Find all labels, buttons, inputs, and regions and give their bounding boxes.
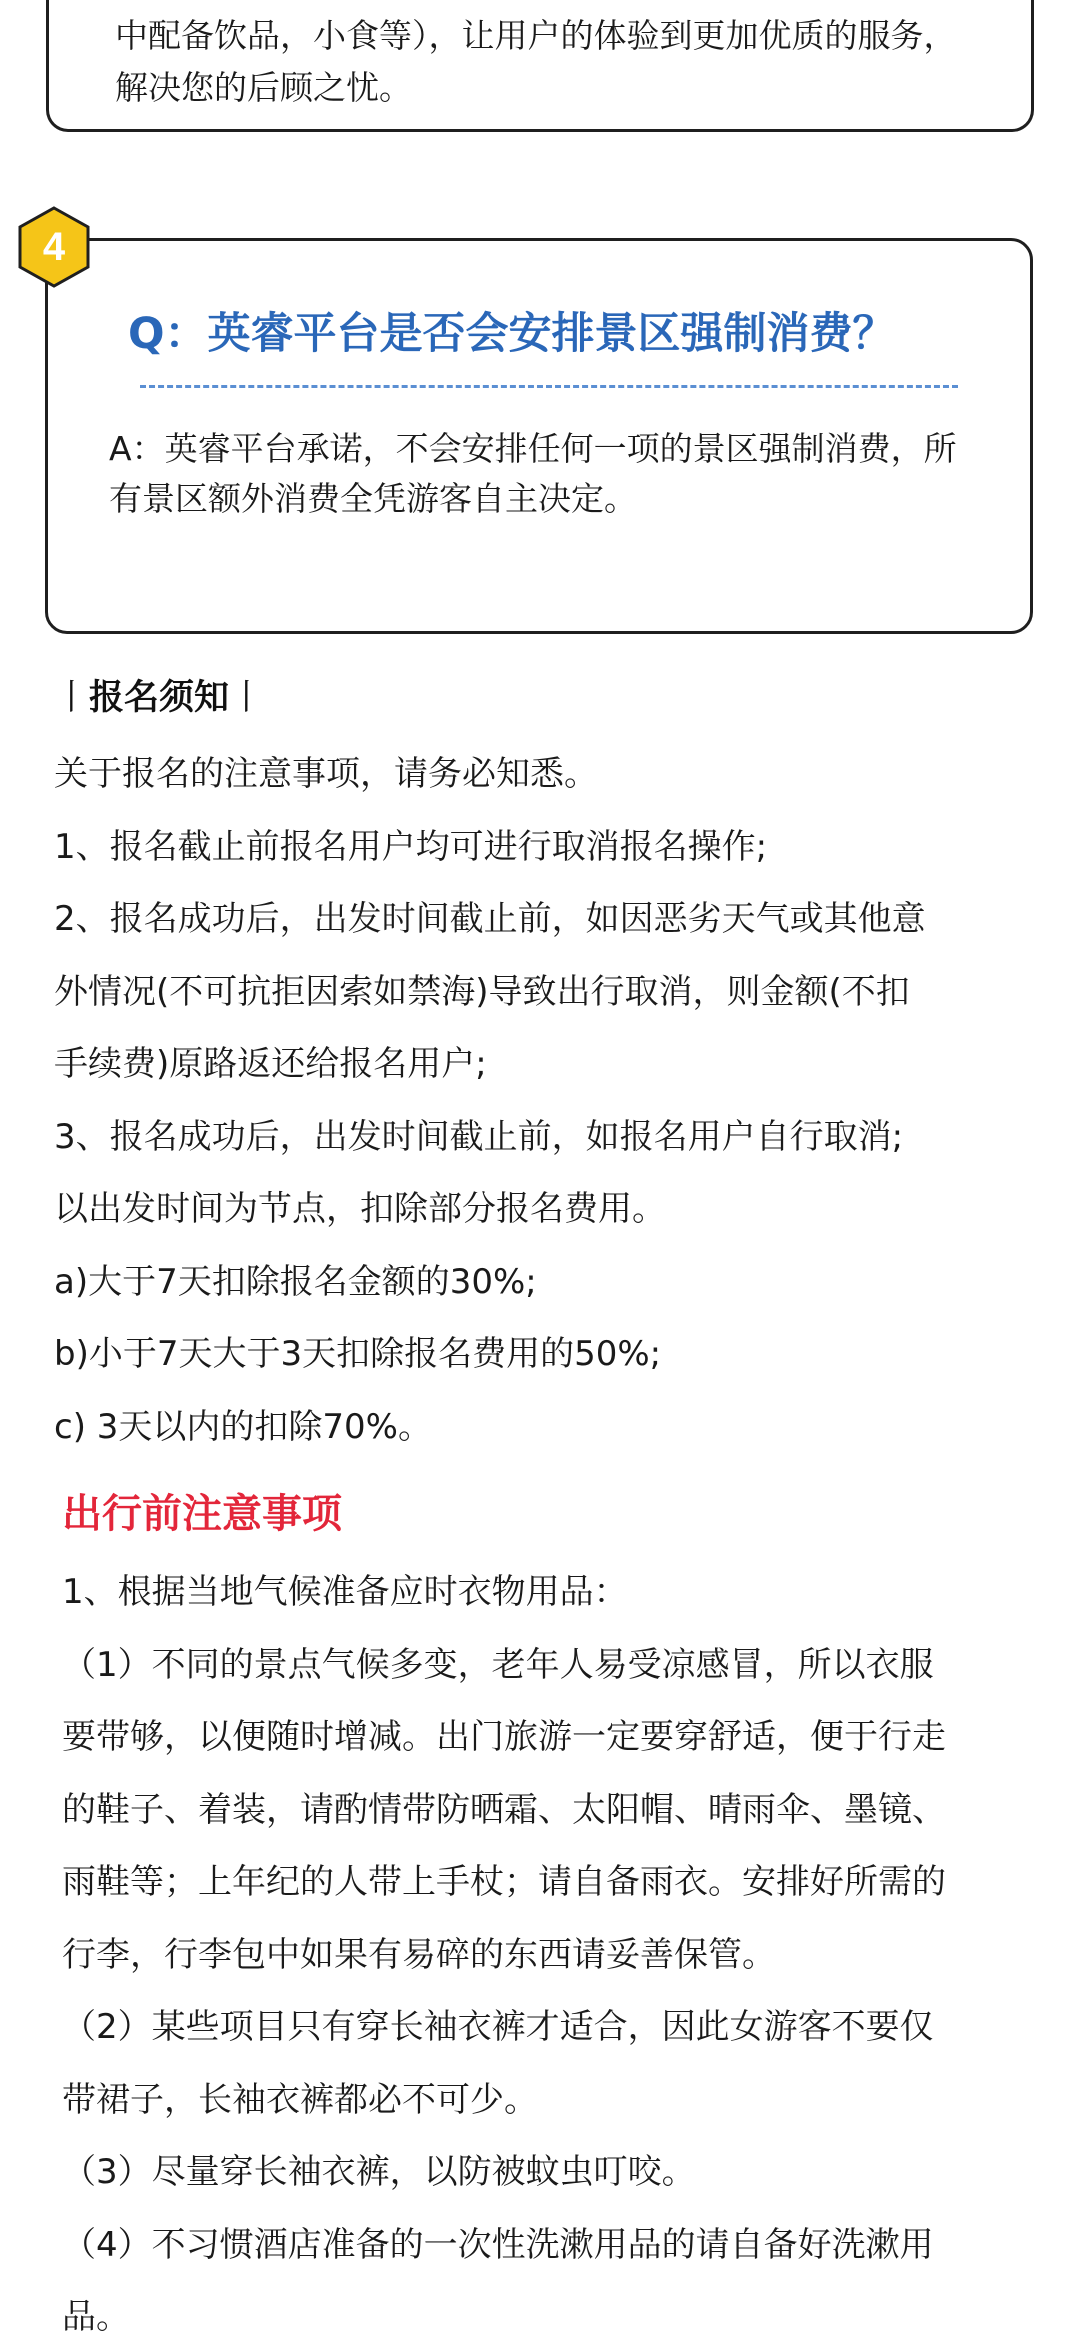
prep-line: 品。 (62, 2297, 130, 2337)
signup-notes (54, 738, 1044, 1463)
prep-line: 要带够，以便随时增减。出门旅游一定要穿舒适，便于行走 (62, 1717, 946, 1757)
prep-line: 带裙子，长袖衣裤都必不可少。 (62, 2079, 538, 2120)
faq-3-answer-line: 中配备饮品，小食等），让用户的体验到更加优质的服务， (115, 16, 957, 55)
notes-line: 关于报名的注意事项，请务必知悉。 (54, 754, 598, 794)
prep-line: （2）某些项目只有穿长袖衣裤才适合，因此女游客不要仅 (62, 2007, 934, 2047)
prep-line: （3）尽量穿长袖衣裤，以防被蚊虫叮咬。 (62, 2152, 696, 2192)
faq-4-question: Q：英睿平台是否会安排景区强制消费？ (128, 309, 896, 359)
prep-line: 1、根据当地气候准备应时衣物用品： (62, 1572, 628, 1612)
prep-line: 行李，行李包中如果有易碎的东西请妥善保管。 (62, 1934, 776, 1975)
faq-4-answer-line: 有景区额外消费全凭游客自主决定。 (109, 479, 637, 518)
notes-line: a)大于7天扣除报名金额的30%; (54, 1261, 537, 1302)
faq-card-3 (46, 0, 1034, 132)
prep-line: （4）不习惯酒店准备的一次性洗漱用品的请自备好洗漱用 (62, 2224, 934, 2265)
heading-bar-left: 丨 (54, 678, 90, 718)
prep-line: 的鞋子、着装，请酌情带防晒霜、太阳帽、晴雨伞、墨镜、 (62, 1789, 946, 1830)
faq-3-answer-line: 解决您的后顾之忧。 (115, 68, 412, 107)
faq-3-answer (115, 10, 995, 114)
prep-heading: 出行前注意事项 (62, 1491, 342, 1537)
signup-heading-text: 报名须知 (89, 678, 230, 718)
prep-line: 雨鞋等；上年纪的人带上手杖；请自备雨衣。安排好所需的 (62, 1862, 946, 1902)
number-badge (17, 205, 91, 289)
badge-number: 4 (42, 224, 66, 269)
prep-notes (62, 1556, 1028, 2343)
signup-heading (54, 670, 1044, 720)
notes-line: b)小于7天大于3天扣除报名费用的50%; (54, 1334, 662, 1374)
notes-line: 2、报名成功后，出发时间截止前，如因恶劣天气或其他意 (54, 899, 926, 939)
faq-4-answer-line: A：英睿平台承诺，不会安排任何一项的景区强制消费，所 (109, 429, 957, 468)
notes-line: 1、报名截止前报名用户均可进行取消报名操作; (54, 826, 768, 867)
notes-line: 以出发时间为节点，扣除部分报名费用。 (54, 1189, 666, 1229)
prep-line: （1）不同的景点气候多变，老年人易受凉感冒，所以衣服 (62, 1644, 934, 1685)
notes-line: 外情况(不可抗拒因索如禁海)导致出行取消，则金额(不扣 (54, 971, 910, 1012)
dashed-divider (140, 385, 958, 388)
heading-bar-right: 丨 (229, 678, 265, 718)
notes-line: 手续费)原路返还给报名用户; (54, 1044, 487, 1084)
notes-line: 3、报名成功后，出发时间截止前，如报名用户自行取消; (54, 1116, 904, 1157)
notes-line: c) 3天以内的扣除70%。 (54, 1406, 432, 1447)
faq-4-answer (109, 424, 989, 524)
